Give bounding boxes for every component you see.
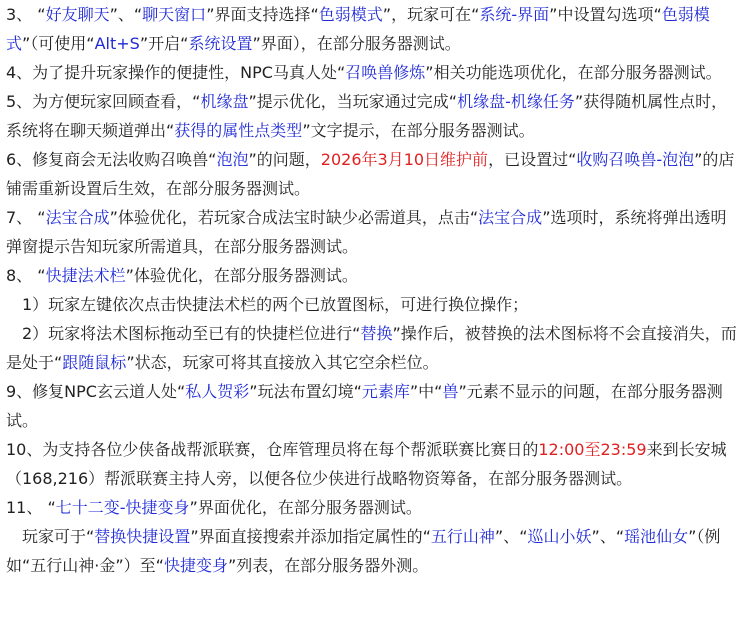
keyword-highlight: 机缘盘 — [200, 92, 249, 111]
keyword-highlight: 兽 — [442, 382, 459, 401]
plain-text: 1）玩家左键依次点击快捷法术栏的两个已放置图标，可进行换位操作； — [22, 295, 529, 314]
keyword-highlight: 七十二变-快捷变身 — [55, 498, 190, 517]
plain-text: ”（例如“五行山神·金”）至“ — [6, 527, 721, 575]
plain-text: 来到长安城（168,216）帮派联赛主持人旁，以便各位少侠进行战略物资筹备，在部分服务器测试。 — [6, 440, 727, 488]
plain-text: ”、“ — [109, 5, 143, 24]
plain-text: ”、“ — [591, 527, 625, 546]
plain-text: ”（可使用“ — [22, 34, 95, 53]
keyword-highlight: 色弱模式 — [318, 5, 383, 24]
plain-text: 6、修复商会无法收购召唤兽“ — [6, 150, 217, 169]
plain-text: ”中设置勾选项“ — [549, 5, 662, 24]
red-highlight: 12:00至23:59 — [538, 440, 647, 459]
keyword-highlight: Alt+S — [94, 34, 140, 53]
keyword-highlight: 元素库 — [361, 382, 410, 401]
plain-text: 10、为支持各位少侠备战帮派联赛，仓库管理员将在每个帮派联赛比赛日的 — [6, 440, 539, 459]
notice-item-11-detail — [6, 522, 738, 580]
plain-text: 3、 “ — [6, 5, 46, 24]
keyword-highlight: 巡山小妖 — [527, 527, 592, 546]
plain-text: ，已设置过“ — [488, 150, 577, 169]
plain-text: ”、“ — [494, 527, 528, 546]
keyword-highlight: 法宝合成 — [45, 208, 110, 227]
plain-text: ”开启“ — [139, 34, 189, 53]
plain-text: ”操作后，被替换的法术图标将不会直接消失，而是处于“ — [6, 324, 737, 372]
notice-item-4 — [6, 58, 738, 87]
plain-text: ”界面），在部分服务器测试。 — [252, 34, 461, 53]
plain-text: ”，玩家可在“ — [382, 5, 480, 24]
red-highlight: 2026年3月10日维护前 — [320, 150, 489, 169]
keyword-highlight: 快捷变身 — [163, 556, 228, 575]
notice-item-8 — [6, 261, 738, 290]
plain-text: ”提示优化，当玩家通过完成“ — [248, 92, 458, 111]
notice-item-11 — [6, 493, 738, 522]
plain-text: ”玩法布置幻境“ — [249, 382, 362, 401]
keyword-highlight: 快捷法术栏 — [45, 266, 126, 285]
keyword-highlight: 系统设置 — [188, 34, 253, 53]
keyword-highlight: 聊天窗口 — [142, 5, 207, 24]
plain-text: 5、为方便玩家回顾查看，“ — [6, 92, 201, 111]
notice-item-8-1 — [6, 290, 738, 319]
plain-text: ”界面直接搜索并添加指定属性的“ — [190, 527, 431, 546]
notice-item-6 — [6, 145, 738, 203]
notice-item-9 — [6, 377, 738, 435]
notice-item-3 — [6, 0, 738, 58]
plain-text: ”的问题， — [248, 150, 321, 169]
plain-text: 玩家可于“ — [22, 527, 95, 546]
keyword-highlight: 色弱模式 — [6, 5, 710, 53]
notice-item-10 — [6, 435, 738, 493]
plain-text: ”文字提示，在部分服务器测试。 — [302, 121, 535, 140]
plain-text: ”体验优化，若玩家合成法宝时缺少必需道具，点击“ — [109, 208, 479, 227]
plain-text: ”元素不显示的问题，在部分服务器测试。 — [6, 382, 723, 430]
keyword-highlight: 好友聊天 — [45, 5, 110, 24]
plain-text: ”列表，在部分服务器外测。 — [227, 556, 429, 575]
plain-text: ”体验优化，在部分服务器测试。 — [125, 266, 358, 285]
plain-text: 2）玩家将法术图标拖动至已有的快捷栏位进行“ — [22, 324, 361, 343]
plain-text: 4、为了提升玩家操作的便捷性，NPC马真人处“ — [6, 63, 346, 82]
keyword-highlight: 五行山神 — [430, 527, 495, 546]
keyword-highlight: 替换 — [360, 324, 393, 343]
keyword-highlight: 召唤兽修炼 — [345, 63, 426, 82]
plain-text: ”相关功能选项优化，在部分服务器测试。 — [425, 63, 722, 82]
keyword-highlight: 获得的属性点类型 — [174, 121, 303, 140]
plain-text: 11、 “ — [6, 498, 56, 517]
plain-text: ”界面支持选择“ — [206, 5, 319, 24]
notice-item-8-2 — [6, 319, 738, 377]
plain-text: ”中“ — [409, 382, 443, 401]
keyword-highlight: 收购召唤兽-泡泡 — [576, 150, 695, 169]
keyword-highlight: 替换快捷设置 — [94, 527, 191, 546]
plain-text: 7、 “ — [6, 208, 46, 227]
keyword-highlight: 法宝合成 — [478, 208, 543, 227]
plain-text: 9、修复NPC玄云道人处“ — [6, 382, 186, 401]
keyword-highlight: 瑶池仙女 — [624, 527, 689, 546]
patch-notes-document — [6, 0, 738, 580]
keyword-highlight: 泡泡 — [216, 150, 249, 169]
keyword-highlight: 跟随鼠标 — [62, 353, 127, 372]
plain-text: ”选项时，系统将弹出透明弹窗提示告知玩家所需道具，在部分服务器测试。 — [6, 208, 727, 256]
keyword-highlight: 私人贺彩 — [185, 382, 250, 401]
plain-text: ”获得随机属性点时，系统将在聊天频道弹出“ — [6, 92, 728, 140]
notice-item-5 — [6, 87, 738, 145]
keyword-highlight: 机缘盘-机缘任务 — [457, 92, 575, 111]
keyword-highlight: 系统-界面 — [479, 5, 550, 24]
notice-item-7 — [6, 203, 738, 261]
plain-text: ”的店铺需重新设置后生效，在部分服务器测试。 — [6, 150, 735, 198]
plain-text: ”状态，玩家可将其直接放入其它空余栏位。 — [126, 353, 439, 372]
plain-text: ”界面优化，在部分服务器测试。 — [189, 498, 422, 517]
plain-text: 8、 “ — [6, 266, 46, 285]
